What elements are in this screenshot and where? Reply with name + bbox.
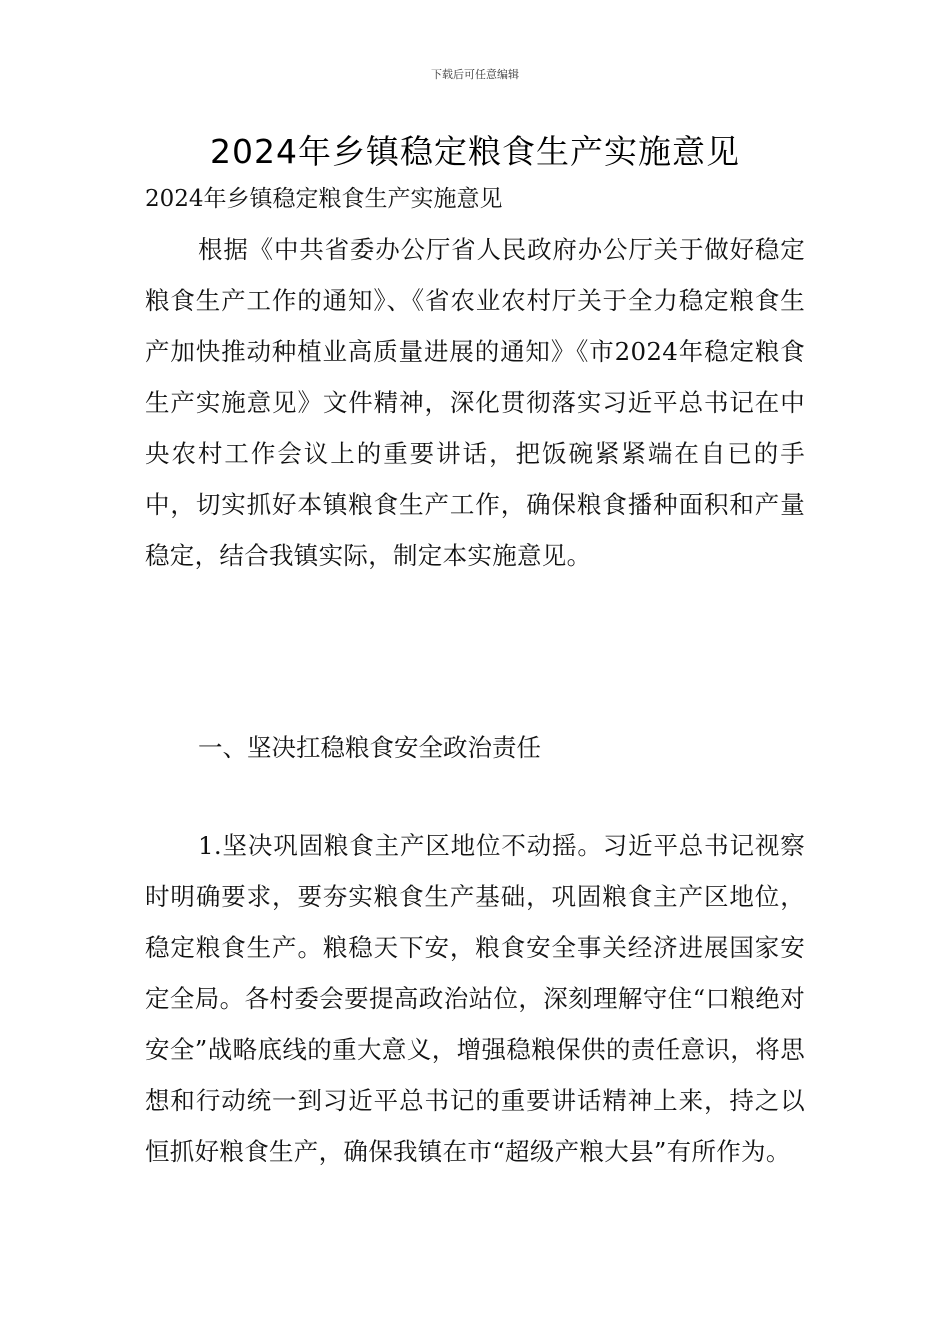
document-title: 2024年乡镇稳定粮食生产实施意见 [210,132,740,171]
intro-paragraph: 根据《中共省委办公厅省人民政府办公厅关于做好稳定粮食生产工作的通知》、《省农业农村厅关于全力稳定粮食生产加快推动种植业高质量进展的通知》《市2024年稳定粮食生产实施意见》文件精神，深化贯彻落实习近平总书记在中央农村工作会议上的重要讲话，把饭碗紧紧端在自已的手中，切实抓好本镇粮食生产工作，确保粮食播种面积和产量稳定，结合我镇实际，制定本实施意见。 [145,235,805,570]
section-heading: 一、坚决扛稳粮食安全政治责任 [198,733,541,762]
document-subtitle: 2024年乡镇稳定粮食生产实施意见 [145,186,503,212]
header-note: 下载后可任意编辑 [431,68,519,81]
paragraph-1-1: 1.坚决巩固粮食主产区地位不动摇。习近平总书记视察时明确要求，要夯实粮食生产基础，巩固粮食主产区地位，稳定粮食生产。粮稳天下安，粮食安全事关经济进展国家安定全局。各村委会要提高政治站位，深刻理解守住“口粮绝对安全”战略底线的重大意义，增强稳粮保供的责任意识，将思想和行动统一到习近平总书记的重要讲话精神上来，持之以恒抓好粮食生产，确保我镇在市“超级产粮大县”有所作为。 [145,831,805,1166]
